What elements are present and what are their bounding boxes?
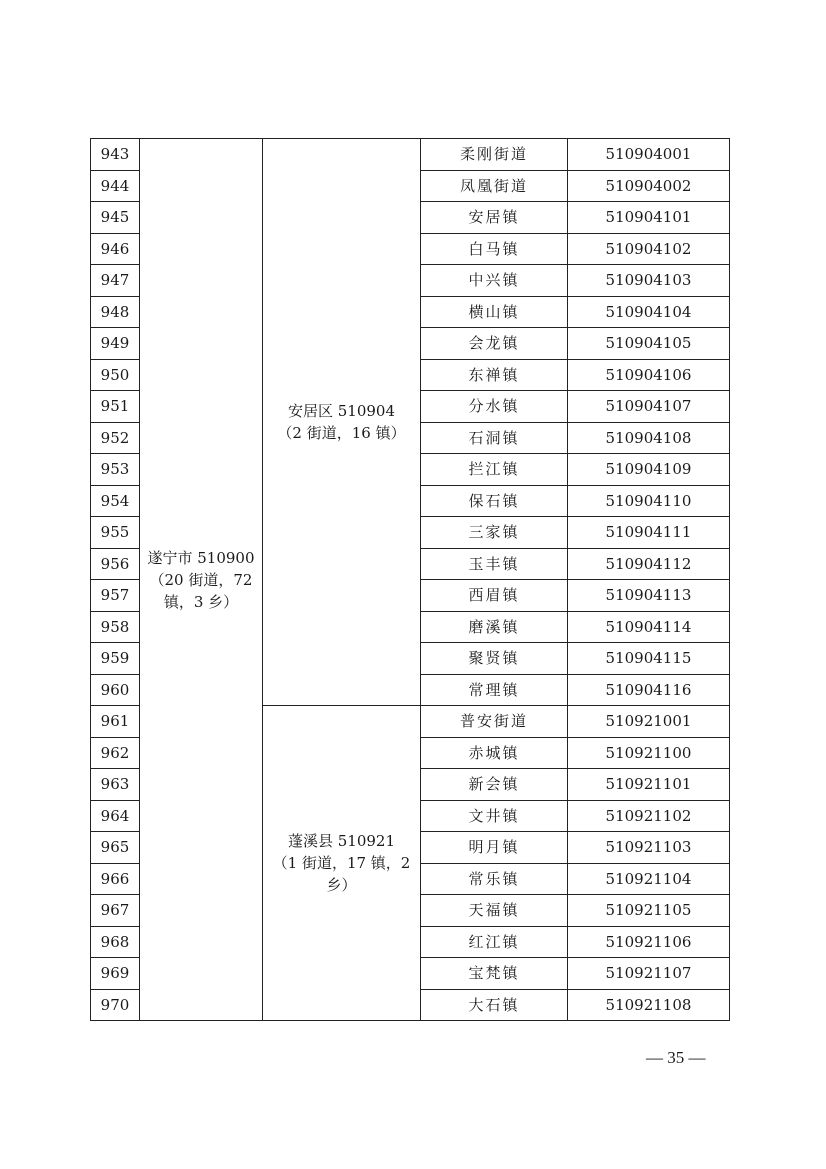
town-name bbox=[421, 926, 568, 958]
page-number: — 35 — bbox=[646, 1048, 706, 1067]
table-row bbox=[91, 139, 730, 171]
town-name bbox=[421, 674, 568, 706]
division-code: 510904108 bbox=[568, 422, 730, 454]
division-code: 510904002 bbox=[568, 170, 730, 202]
town-name-text: 横山镇 bbox=[468, 302, 520, 321]
division-code: 510904109 bbox=[568, 454, 730, 486]
division-code: 510904115 bbox=[568, 643, 730, 675]
district-name-line1: 安居区 510904 bbox=[287, 402, 396, 420]
district-cell bbox=[263, 706, 421, 1021]
district-name-line2: （1 街道，17 镇，2 bbox=[272, 854, 411, 872]
town-name-text: 柔刚街道 bbox=[459, 145, 528, 164]
town-name-text: 常理镇 bbox=[468, 680, 520, 699]
town-name bbox=[421, 359, 568, 391]
division-code: 510921108 bbox=[568, 989, 730, 1021]
town-name bbox=[421, 863, 568, 895]
division-code: 510921105 bbox=[568, 895, 730, 927]
town-name-text: 拦江镇 bbox=[468, 460, 520, 479]
town-name-text: 磨溪镇 bbox=[468, 617, 520, 636]
town-name-text: 聚贤镇 bbox=[468, 649, 520, 668]
row-index: 961 bbox=[91, 706, 140, 738]
town-name bbox=[421, 769, 568, 801]
row-index: 947 bbox=[91, 265, 140, 297]
city-cell bbox=[140, 139, 263, 1021]
town-name bbox=[421, 170, 568, 202]
town-name-text: 保石镇 bbox=[468, 491, 520, 510]
town-name bbox=[421, 422, 568, 454]
division-code: 510921104 bbox=[568, 863, 730, 895]
town-name-text: 常乐镇 bbox=[468, 869, 520, 888]
row-index: 958 bbox=[91, 611, 140, 643]
town-name-text: 玉丰镇 bbox=[468, 554, 520, 573]
row-index: 965 bbox=[91, 832, 140, 864]
row-index: 948 bbox=[91, 296, 140, 328]
row-index: 966 bbox=[91, 863, 140, 895]
division-code: 510921101 bbox=[568, 769, 730, 801]
row-index: 970 bbox=[91, 989, 140, 1021]
town-name-text: 会龙镇 bbox=[468, 334, 520, 353]
division-code: 510904106 bbox=[568, 359, 730, 391]
row-index: 957 bbox=[91, 580, 140, 612]
division-code: 510904102 bbox=[568, 233, 730, 265]
district-name-line3: 乡） bbox=[326, 876, 357, 894]
town-name-text: 石洞镇 bbox=[468, 428, 520, 447]
row-index: 945 bbox=[91, 202, 140, 234]
row-index: 949 bbox=[91, 328, 140, 360]
town-name-text: 文井镇 bbox=[468, 806, 520, 825]
town-name-text: 明月镇 bbox=[468, 838, 520, 857]
city-name-line1: 遂宁市 510900 bbox=[147, 548, 255, 567]
row-index: 960 bbox=[91, 674, 140, 706]
division-code: 510904103 bbox=[568, 265, 730, 297]
row-index: 950 bbox=[91, 359, 140, 391]
district-cell bbox=[263, 139, 421, 706]
district-name-line2: （2 街道，16 镇） bbox=[277, 424, 406, 442]
division-code: 510921100 bbox=[568, 737, 730, 769]
town-name bbox=[421, 202, 568, 234]
division-code: 510921001 bbox=[568, 706, 730, 738]
town-name bbox=[421, 517, 568, 549]
town-name-text: 宝梵镇 bbox=[468, 964, 520, 983]
division-code: 510904104 bbox=[568, 296, 730, 328]
town-name bbox=[421, 580, 568, 612]
town-name-text: 大石镇 bbox=[468, 995, 520, 1014]
township-code-table bbox=[90, 138, 730, 1021]
division-code: 510904113 bbox=[568, 580, 730, 612]
town-name-text: 白马镇 bbox=[468, 239, 520, 258]
town-name-text: 中兴镇 bbox=[468, 271, 520, 290]
district-name-line1: 蓬溪县 510921 bbox=[287, 832, 396, 850]
row-index: 959 bbox=[91, 643, 140, 675]
town-name-text: 东禅镇 bbox=[468, 365, 520, 384]
town-name bbox=[421, 296, 568, 328]
row-index: 953 bbox=[91, 454, 140, 486]
row-index: 955 bbox=[91, 517, 140, 549]
town-name bbox=[421, 391, 568, 423]
town-name bbox=[421, 989, 568, 1021]
division-code: 510904116 bbox=[568, 674, 730, 706]
division-code: 510921106 bbox=[568, 926, 730, 958]
town-name bbox=[421, 139, 568, 171]
town-name bbox=[421, 737, 568, 769]
town-name bbox=[421, 328, 568, 360]
row-index: 967 bbox=[91, 895, 140, 927]
row-index: 952 bbox=[91, 422, 140, 454]
row-index: 954 bbox=[91, 485, 140, 517]
division-code: 510904112 bbox=[568, 548, 730, 580]
town-name bbox=[421, 611, 568, 643]
division-code: 510921107 bbox=[568, 958, 730, 990]
town-name-text: 红江镇 bbox=[468, 932, 520, 951]
division-code: 510921102 bbox=[568, 800, 730, 832]
town-name bbox=[421, 800, 568, 832]
town-name bbox=[421, 832, 568, 864]
town-name-text: 普安街道 bbox=[459, 712, 528, 731]
town-name-text: 新会镇 bbox=[468, 775, 520, 794]
town-name bbox=[421, 643, 568, 675]
division-code: 510904114 bbox=[568, 611, 730, 643]
row-index: 968 bbox=[91, 926, 140, 958]
row-index: 964 bbox=[91, 800, 140, 832]
row-index: 943 bbox=[91, 139, 140, 171]
town-name-text: 西眉镇 bbox=[468, 586, 520, 605]
town-name bbox=[421, 454, 568, 486]
row-index: 951 bbox=[91, 391, 140, 423]
division-code: 510904105 bbox=[568, 328, 730, 360]
town-name bbox=[421, 233, 568, 265]
row-index: 962 bbox=[91, 737, 140, 769]
town-name-text: 凤凰街道 bbox=[459, 176, 528, 195]
row-index: 956 bbox=[91, 548, 140, 580]
town-name-text: 天福镇 bbox=[468, 901, 520, 920]
town-name-text: 三家镇 bbox=[468, 523, 520, 542]
row-index: 944 bbox=[91, 170, 140, 202]
division-code: 510904107 bbox=[568, 391, 730, 423]
city-name-line3: 镇，3 乡） bbox=[163, 592, 239, 611]
division-code: 510904110 bbox=[568, 485, 730, 517]
town-name-text: 安居镇 bbox=[468, 208, 520, 227]
row-index: 969 bbox=[91, 958, 140, 990]
town-name bbox=[421, 485, 568, 517]
town-name bbox=[421, 706, 568, 738]
division-code: 510904001 bbox=[568, 139, 730, 171]
division-code: 510904111 bbox=[568, 517, 730, 549]
row-index: 963 bbox=[91, 769, 140, 801]
town-name bbox=[421, 895, 568, 927]
town-name bbox=[421, 958, 568, 990]
town-name-text: 分水镇 bbox=[468, 397, 520, 416]
town-name-text: 赤城镇 bbox=[468, 743, 520, 762]
table-body bbox=[91, 139, 730, 1021]
division-code: 510921103 bbox=[568, 832, 730, 864]
town-name bbox=[421, 548, 568, 580]
division-code: 510904101 bbox=[568, 202, 730, 234]
city-name-line2: （20 街道，72 bbox=[149, 570, 253, 589]
row-index: 946 bbox=[91, 233, 140, 265]
town-name bbox=[421, 265, 568, 297]
